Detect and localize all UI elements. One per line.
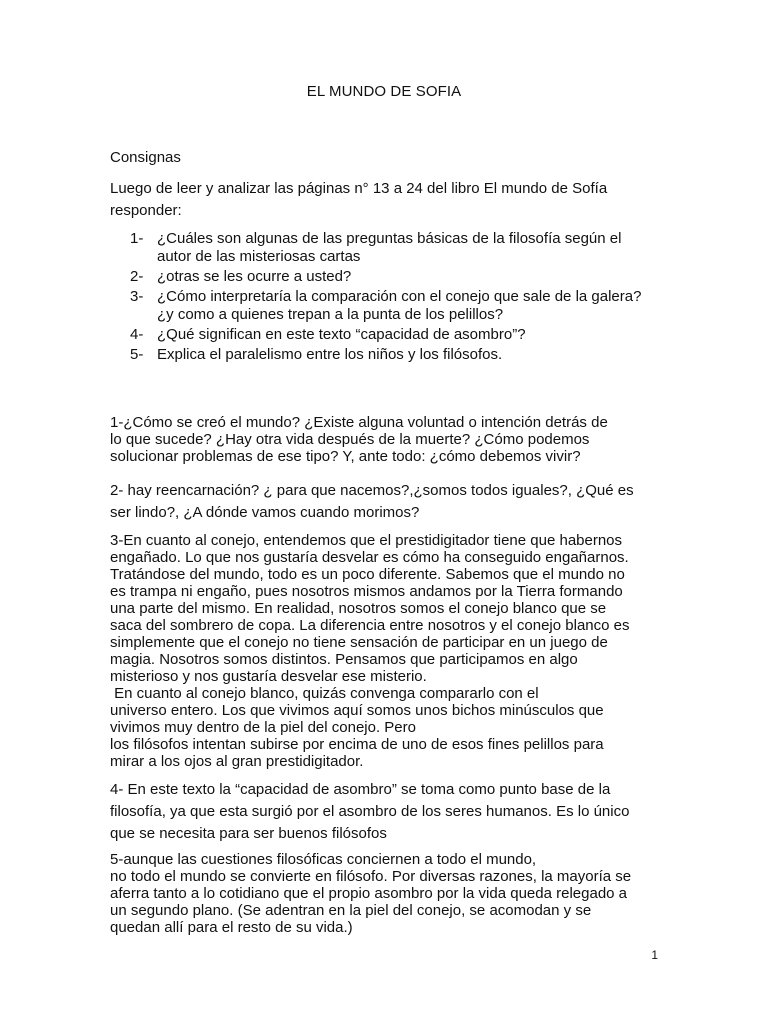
question-line: ¿Cuáles son algunas de las preguntas básicas de la filosofía según el (157, 230, 622, 247)
answer-line: En cuanto al conejo blanco, quizás convenga compararlo con el (110, 685, 539, 702)
answer-line: 5-aunque las cuestiones filosóficas conciernen a todo el mundo, (110, 851, 537, 868)
answer-line: solucionar problemas de ese tipo? Y, ante todo: ¿cómo debemos vivir? (110, 448, 581, 465)
answer-1 (110, 414, 670, 465)
question-item (110, 230, 680, 266)
answer-line: simplemente que el conejo no tiene sensación de participar en un juego de (110, 634, 608, 651)
section-heading: Consignas (110, 149, 181, 166)
answer-line: Tratándose del mundo, todo es un poco diferente. Sabemos que el mundo no (110, 566, 625, 583)
answer-line: quedan allí para el resto de su vida.) (110, 919, 353, 936)
question-number: 1- (130, 230, 144, 247)
intro-line: responder: (110, 202, 182, 219)
answer-line: mirar a los ojos al gran prestidigitador. (110, 753, 364, 770)
question-line: ¿Cómo interpretaría la comparación con el conejo que sale de la galera? (157, 288, 642, 305)
question-item (110, 288, 680, 324)
document-title: EL MUNDO DE SOFIA (306, 83, 462, 100)
answer-line: saca del sombrero de copa. La diferencia entre nosotros y el conejo blanco es (110, 617, 630, 634)
answer-line: engañado. Lo que nos gustaría desvelar es cómo ha conseguido engañarnos. (110, 549, 629, 566)
intro-paragraph (110, 178, 670, 222)
answer-line: una parte del mismo. En realidad, nosotros somos el conejo blanco que se (110, 600, 607, 617)
answer-line: 2- hay reencarnación? ¿ para que nacemos?,¿somos todos iguales?, ¿Qué es (110, 482, 634, 499)
question-line: ¿otras se les ocurre a usted? (157, 268, 352, 285)
answer-line: magia. Nosotros somos distintos. Pensamos que participamos en algo (110, 651, 578, 668)
answer-line: no todo el mundo se convierte en filósofo. Por diversas razones, la mayoría se (110, 868, 632, 885)
question-item (110, 326, 680, 344)
answer-4 (110, 779, 670, 845)
answer-line: vivimos muy dentro de la piel del conejo. Pero (110, 719, 416, 736)
question-number: 4- (130, 326, 144, 343)
answer-line: misterioso y nos gustaría desvelar ese misterio. (110, 668, 427, 685)
question-line: autor de las misteriosas cartas (157, 248, 361, 265)
answer-line: aferra tanto a lo cotidiano que el propio asombro por la vida queda relegado a (110, 885, 628, 902)
answer-line: un segundo plano. (Se adentran en la piel del conejo, se acomodan y se (110, 902, 592, 919)
answer-line: 1-¿Cómo se creó el mundo? ¿Existe alguna voluntad o intención detrás de (110, 414, 608, 431)
answer-line: filosofía, ya que esta surgió por el asombro de los seres humanos. Es lo único (110, 803, 630, 820)
answer-line: que se necesita para ser buenos filósofos (110, 825, 387, 842)
answer-line: los filósofos intentan subirse por encima de uno de esos fines pelillos para (110, 736, 604, 753)
question-line: ¿Qué significan en este texto “capacidad de asombro”? (157, 326, 526, 343)
answer-line: universo entero. Los que vivimos aquí somos unos bichos minúsculos que (110, 702, 604, 719)
page-number: 1 (651, 948, 658, 962)
answer-line: lo que sucede? ¿Hay otra vida después de la muerte? ¿Cómo podemos (110, 431, 590, 448)
question-number: 2- (130, 268, 144, 285)
question-list (110, 230, 680, 366)
answer-5 (110, 851, 670, 936)
question-line: ¿y como a quienes trepan a la punta de los pelillos? (157, 306, 504, 323)
answer-3 (110, 532, 670, 770)
intro-line: Luego de leer y analizar las páginas n° 13 a 24 del libro El mundo de Sofía (110, 180, 608, 197)
question-number: 3- (130, 288, 144, 305)
answer-2 (110, 480, 670, 524)
answer-line: 4- En este texto la “capacidad de asombro” se toma como punto base de la (110, 781, 611, 798)
answer-line: 3-En cuanto al conejo, entendemos que el prestidigitador tiene que habernos (110, 532, 623, 549)
question-line: Explica el paralelismo entre los niños y los filósofos. (157, 346, 503, 363)
question-item (110, 346, 680, 364)
answer-line: ser lindo?, ¿A dónde vamos cuando morimos? (110, 504, 420, 521)
question-number: 5- (130, 346, 144, 363)
question-item (110, 268, 680, 286)
answer-line: es trampa ni engaño, pues nosotros mismos andamos por la Tierra formando (110, 583, 623, 600)
